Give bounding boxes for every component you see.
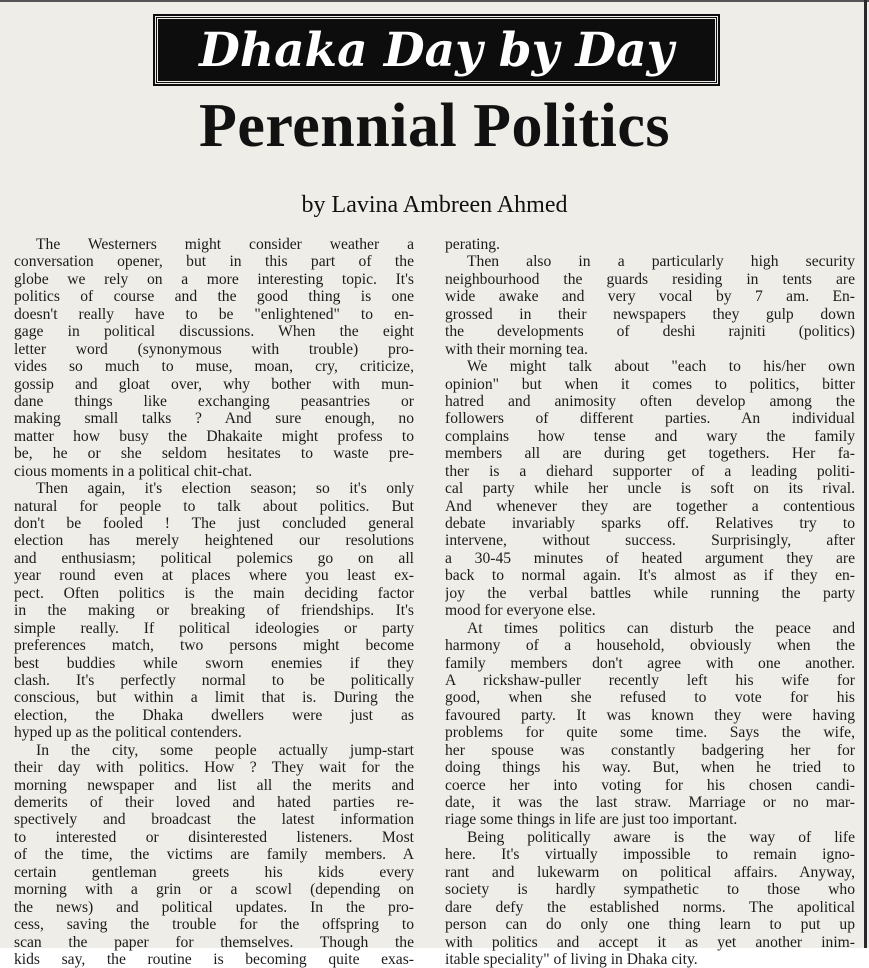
article-line: complains how tense and wary the family [445, 427, 855, 445]
article-line: hyped up as the political contenders. [14, 724, 242, 742]
article-line: gossip and gloat over, why bother with mun- [14, 375, 414, 393]
article-line: morning newspaper and list all the merits and [14, 776, 414, 794]
article-line: society is hardly sympathetic to those who [445, 881, 855, 899]
article-line: cess, saving the trouble for the offspring to [14, 916, 414, 934]
article-line: members all are during get togethers. Her fa- [445, 445, 855, 463]
article-line: problems for quite some time. Says the wife, [445, 724, 855, 742]
article-line: preferences match, two persons might become [14, 637, 414, 655]
article-line: favoured party. It was known they were having [445, 706, 855, 724]
article-line: with their morning tea. [445, 340, 588, 358]
article-line: In the city, some people actually jump-start [36, 741, 414, 759]
article-line: don't be fooled ! The just concluded general [14, 515, 414, 532]
article-line: making small talks ? And sure enough, no [14, 410, 414, 428]
article-byline: by Lavina Ambreen Ahmed [301, 192, 568, 218]
article-line: cal party while her uncle is soft on its rival. [445, 480, 855, 498]
article-line: spectively and broadcast the latest information [14, 811, 414, 829]
article-line: and enthusiasm; political polemics go on all [14, 549, 414, 567]
article-line: perating. [445, 236, 500, 253]
article-line: opinion" but when it comes to politics, bitter [445, 375, 855, 393]
article-line: hatred and animosity often develop among the [445, 392, 855, 410]
article-line: with politics and accept it as yet another inim- [445, 933, 855, 951]
article-line: politics of course and the good thing is one [14, 288, 414, 306]
article-line: in the making or breaking of friendships. It's [14, 602, 414, 620]
article-line: neighbourhood the guards residing in tents are [445, 270, 855, 288]
banner-title: Dhaka Day by Day [199, 22, 674, 78]
article-line: riage some things in life are just too important. [445, 811, 738, 829]
article-line: a 30-45 minutes of heated argument they are [445, 549, 855, 567]
article-line: election has merely heightened our resolutions [14, 532, 414, 550]
article-line: mood for everyone else. [445, 602, 596, 620]
article-line: certain gentleman greets his kids every [14, 863, 414, 881]
article-line: person can do only one thing learn to put up [445, 916, 855, 934]
article-line: dane things like exchanging peasantries or [14, 392, 414, 410]
top-border [0, 0, 869, 2]
article-line: be, he or she seldom hesitates to waste pre- [14, 445, 414, 463]
article-line: conversation opener, but in this part of the [14, 253, 414, 271]
article-line: gage in political discussions. When the eight [14, 323, 414, 341]
article-line: dare defy the established norms. The apolitical [445, 898, 855, 916]
article-line: back to normal again. It's almost as if they en- [445, 567, 855, 585]
article-line: Then again, it's election season; so it's only [36, 480, 414, 498]
article-line: family members don't agree with one another. [445, 654, 855, 672]
article-line: intervene, without success. Surprisingly, after [445, 532, 855, 550]
article-headline: Perennial Politics [198, 92, 671, 160]
article-line: ther is a diehard supporter of a leading politi- [445, 462, 855, 480]
article-line: followers of different parties. An individual [445, 410, 855, 428]
article-line: election, the Dhaka dwellers were just as [14, 706, 414, 724]
article-line: wide awake and very vocal by 7 am. En- [445, 288, 855, 306]
article-line: Being politically aware is the way of life [467, 828, 855, 846]
article-line: coerce her into voting for his chosen candi- [445, 776, 855, 794]
article-line: morning with a grin or a scowl (depending on [14, 881, 414, 899]
article-line: Then also in a particularly high security [467, 253, 855, 271]
article-line: debate invariably sparks off. Relatives try to [445, 515, 855, 532]
article-line: here. It's virtually impossible to remain igno- [445, 846, 855, 864]
article-column-right [445, 236, 855, 968]
article-line: And whenever they are together a contentious [445, 497, 855, 515]
article-line: grossed in their newspapers they gulp down [445, 305, 855, 323]
article-line: demerits of their loved and hated parties re- [14, 794, 414, 811]
article-line: to interested or disinterested listeners. Most [14, 828, 414, 846]
article-line: clash. It's perfectly normal to be politically [14, 671, 414, 689]
article-line: cious moments in a political chit-chat. [14, 462, 253, 480]
article-line: date, it was the last straw. Marriage or no mar- [445, 794, 855, 811]
article-line: year round even at places where you least ex- [14, 567, 414, 585]
article-line: best buddies while sworn enemies if they [14, 654, 414, 672]
article-line: itable speciality" of living in Dhaka city. [445, 950, 698, 968]
article-line: simple really. If political ideologies or party [14, 619, 414, 637]
article-line: rant and lukewarm on political affairs. Anyway, [445, 863, 855, 881]
article-line: of the time, the victims are family members. A [14, 846, 414, 864]
article-line: their day with politics. How ? They wait for the [14, 759, 414, 777]
article-line: kids say, the routine is becoming quite exas- [14, 950, 414, 968]
article-line: We might talk about "each to his/her own [467, 358, 855, 376]
article-line: At times politics can disturb the peace and [467, 619, 855, 637]
article-line: pect. Often politics is the main deciding factor [14, 584, 414, 602]
article-line: the news) and political updates. In the pro- [14, 898, 414, 916]
article-line: scan the paper for themselves. Though the [14, 933, 414, 951]
article-line: joy the verbal battles while running the party [445, 584, 855, 602]
article-line: her spouse was constantly badgering her for [445, 741, 855, 759]
article-line: globe we rely on a more interesting topic. It's [14, 270, 414, 288]
article-line: The Westerners might consider weather a [36, 236, 414, 253]
article-line: harmony of a household, obviously when the [445, 637, 855, 655]
article-line: good, when she refused to vote for his [445, 689, 855, 707]
article-line: letter word (synonymous with trouble) pro- [14, 340, 414, 358]
article-line: matter how busy the Dhakaite might profess to [14, 427, 414, 445]
column-banner [155, 16, 718, 84]
article-line: the developments of deshi rajniti (politics) [445, 323, 855, 341]
article-column-left [14, 236, 414, 968]
article-line: doing things his way. But, when he tried to [445, 759, 855, 777]
article-line: doesn't really have to be "enlightened" to en- [14, 305, 414, 323]
article-line: A rickshaw-puller recently left his wife for [445, 671, 855, 689]
article-line: natural for people to talk about politics. But [14, 497, 414, 515]
article-line: vides so much to muse, moan, cry, criticize, [14, 358, 414, 376]
article-line: conscious, but within a limit that is. During the [14, 689, 414, 707]
